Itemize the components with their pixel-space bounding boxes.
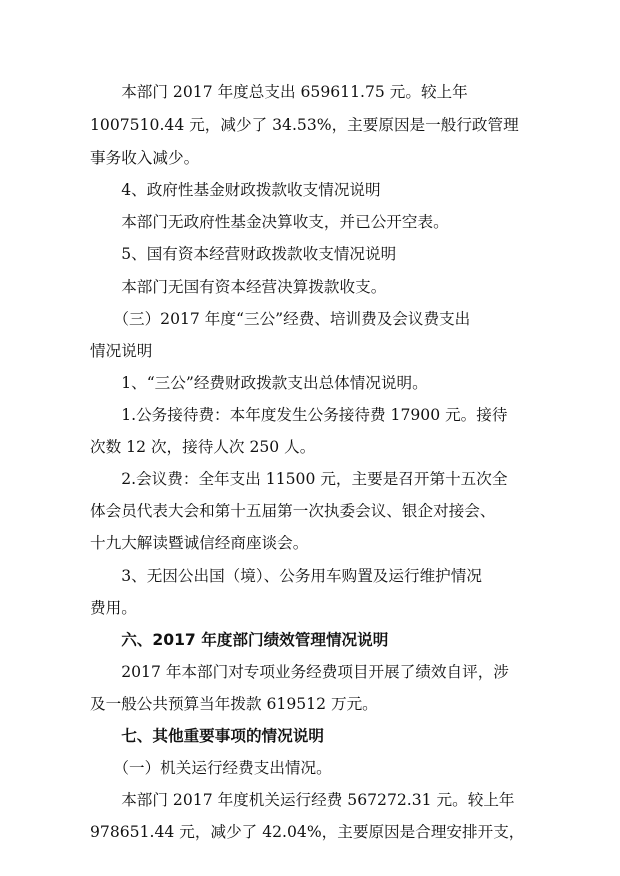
section-heading-line: 六、2017 年度部门绩效管理情况说明 <box>90 631 389 649</box>
text-line: 4、政府性基金财政拨款收支情况说明 <box>90 181 381 199</box>
text-line: 1007510.44 元，减少了 34.53%，主要原因是一般行政管理 <box>90 116 519 134</box>
text-line: 本部门 2017 年度机关运行经费 567272.31 元。较上年 <box>90 791 515 809</box>
text-line: 978651.44 元，减少了 42.04%，主要原因是合理安排开支， <box>90 823 525 841</box>
text-line: （三）2017 年度“三公”经费、培训费及会议费支出 <box>90 310 471 328</box>
section-heading-line: 七、其他重要事项的情况说明 <box>90 727 324 745</box>
text-line: 本部门 2017 年度总支出 659611.75 元。较上年 <box>90 83 468 101</box>
text-line: 3、无因公出国（境）、公务用车购置及运行维护情况 <box>90 567 482 585</box>
text-line: 情况说明 <box>90 342 153 360</box>
text-line: 本部门无政府性基金决算收支，并已公开空表。 <box>90 213 449 231</box>
text-line: 5、国有资本经营财政拨款收支情况说明 <box>90 245 397 263</box>
text-line: 及一般公共预算当年拨款 619512 万元。 <box>90 695 378 713</box>
text-line: 体会员代表大会和第十五届第一次执委会议、银企对接会、 <box>90 502 496 520</box>
text-line: 1、“三公”经费财政拨款支出总体情况说明。 <box>90 374 428 392</box>
text-line: 事务收入减少。 <box>90 149 200 167</box>
text-line: 2.会议费：全年支出 11500 元，主要是召开第十五次全 <box>90 470 508 488</box>
text-line: 2017 年本部门对专项业务经费项目开展了绩效自评，涉 <box>90 663 509 681</box>
text-line: 本部门无国有资本经营决算拨款收支。 <box>90 278 387 296</box>
text-line: 十九大解读暨诚信经商座谈会。 <box>90 534 309 552</box>
text-line: 1.公务接待费：本年度发生公务接待费 17900 元。接待 <box>90 406 508 424</box>
text-line: 费用。 <box>90 599 137 617</box>
text-line: （一）机关运行经费支出情况。 <box>90 759 332 777</box>
text-line: 次数 12 次，接待人次 250 人。 <box>90 438 316 456</box>
